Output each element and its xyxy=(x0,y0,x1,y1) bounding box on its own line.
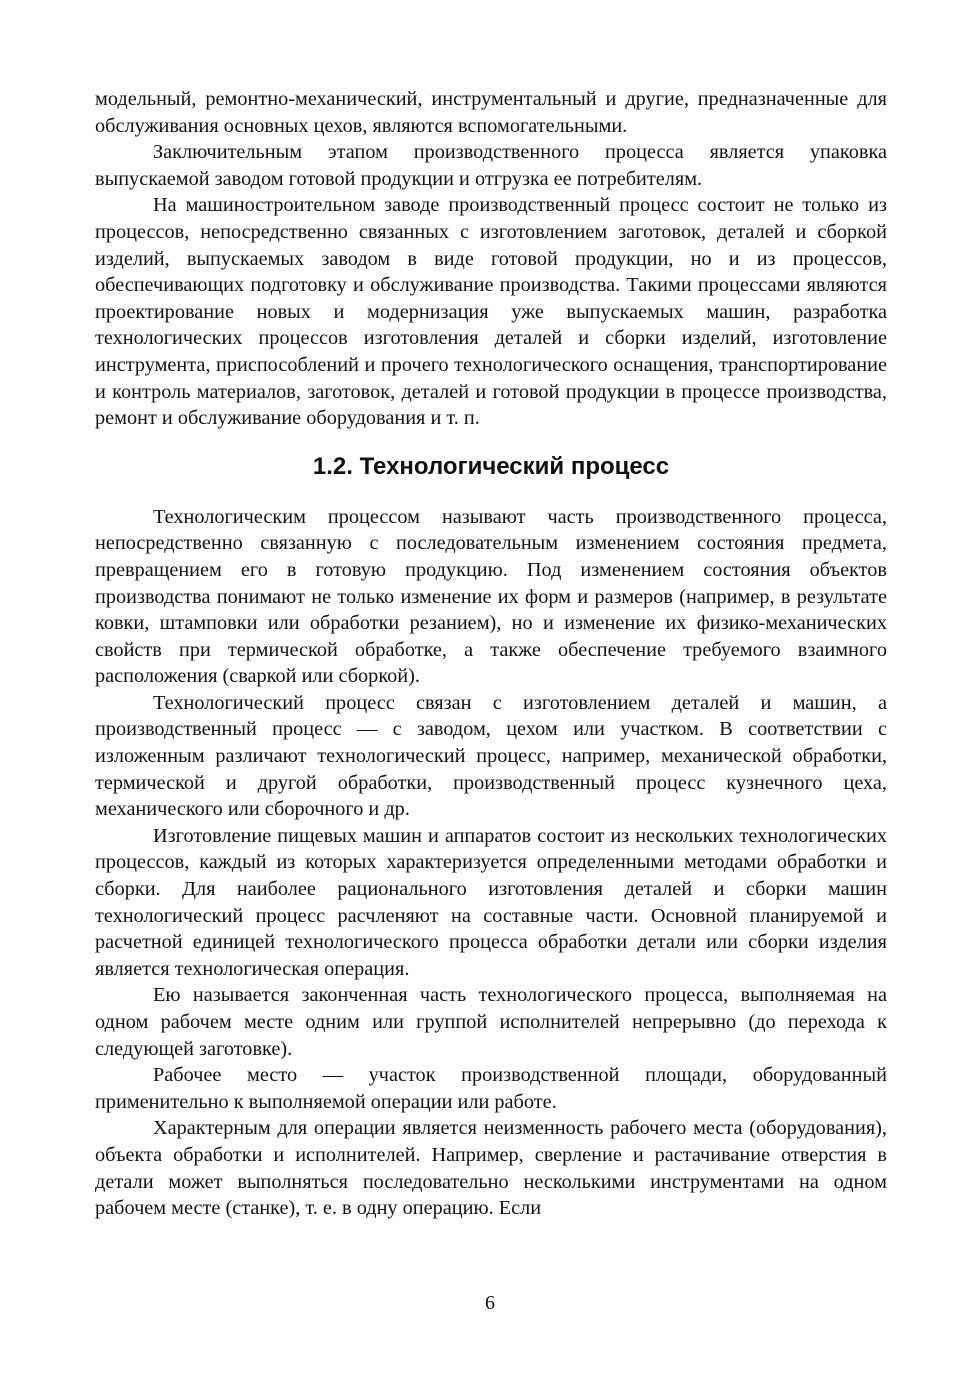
section-heading: 1.2. Технологический процесс xyxy=(312,452,670,480)
page-body xyxy=(95,86,887,1222)
paragraph: Характерным для операции является неизменность рабочего места (оборудования), объекта обработки и исполнителей. Например, сверление и растачивание отверстия в детали может выполняться последовательно несколькими инструментами на одном рабочем месте (станке), т. е. в одну операцию. Если xyxy=(95,1117,887,1220)
paragraph: Рабочее место — участок производственной площади, оборудованный применительно к выполняемой операции или работе. xyxy=(95,1064,887,1113)
paragraph: Технологический процесс связан с изготовлением деталей и машин, а производственный процесс — с заводом, цехом или участком. В соответствии с изложенным различают технологический процесс, например, механической обработки, термической и другой обработки, производственный процесс кузнечного цеха, механического или сборочного и др. xyxy=(95,691,887,821)
page-number: 6 xyxy=(485,1292,495,1314)
paragraph: Заключительным этапом производственного процесса является упаковка выпускаемой заводом готовой продукции и отгрузка ее потребителям. xyxy=(95,141,887,190)
paragraph-continued: модельный, ремонтно-механический, инструментальный и другие, предназначенные для обслуживания основных цехов, являются вспомогательными. xyxy=(95,88,887,137)
paragraph: На машиностроительном заводе производственный процесс состоит не только из процессов, непосредственно связанных с изготовлением заготовок, деталей и сборкой изделий, выпускаемых заводом в виде готовой продукции, но и из процессов, обеспечивающих подготовку и обслуживание производства. Такими процессами являются проектирование новых и модернизация уже выпускаемых машин, разработка технологических процессов изготовления деталей и сборки изделий, изготовление инструмента, приспособлений и прочего технологического оснащения, транспортирование и контроль материалов, заготовок, деталей и готовой продукции в процессе производства, ремонт и обслуживание оборудования и т. п. xyxy=(95,194,887,430)
paragraph: Технологическим процессом называют часть производственного процесса, непосредственно связанную с последовательным изменением состояния предмета, превращением его в готовую продукцию. Под изменением состояния объектов производства понимают не только изменение их форм и размеров (например, в результате ковки, штамповки или обработки резанием), но и изменение их физико-механических свойств при термической обработке, а также обеспечение требуемого взаимного расположения (сваркой или сборкой). xyxy=(95,505,887,688)
paragraph: Ею называется законченная часть технологического процесса, выполняемая на одном рабочем месте одним или группой исполнителей непрерывно (до перехода к следующей заготовке). xyxy=(95,984,887,1060)
paragraph: Изготовление пищевых машин и аппаратов состоит из нескольких технологических процессов, каждый из которых характеризуется определенными методами обработки и сборки. Для наиболее рационального изготовления деталей и сборки машин технологический процесс расчленяют на составные части. Основной планируемой и расчетной единицей технологического процесса обработки детали или сборки изделия является технологическая операция. xyxy=(95,824,887,980)
